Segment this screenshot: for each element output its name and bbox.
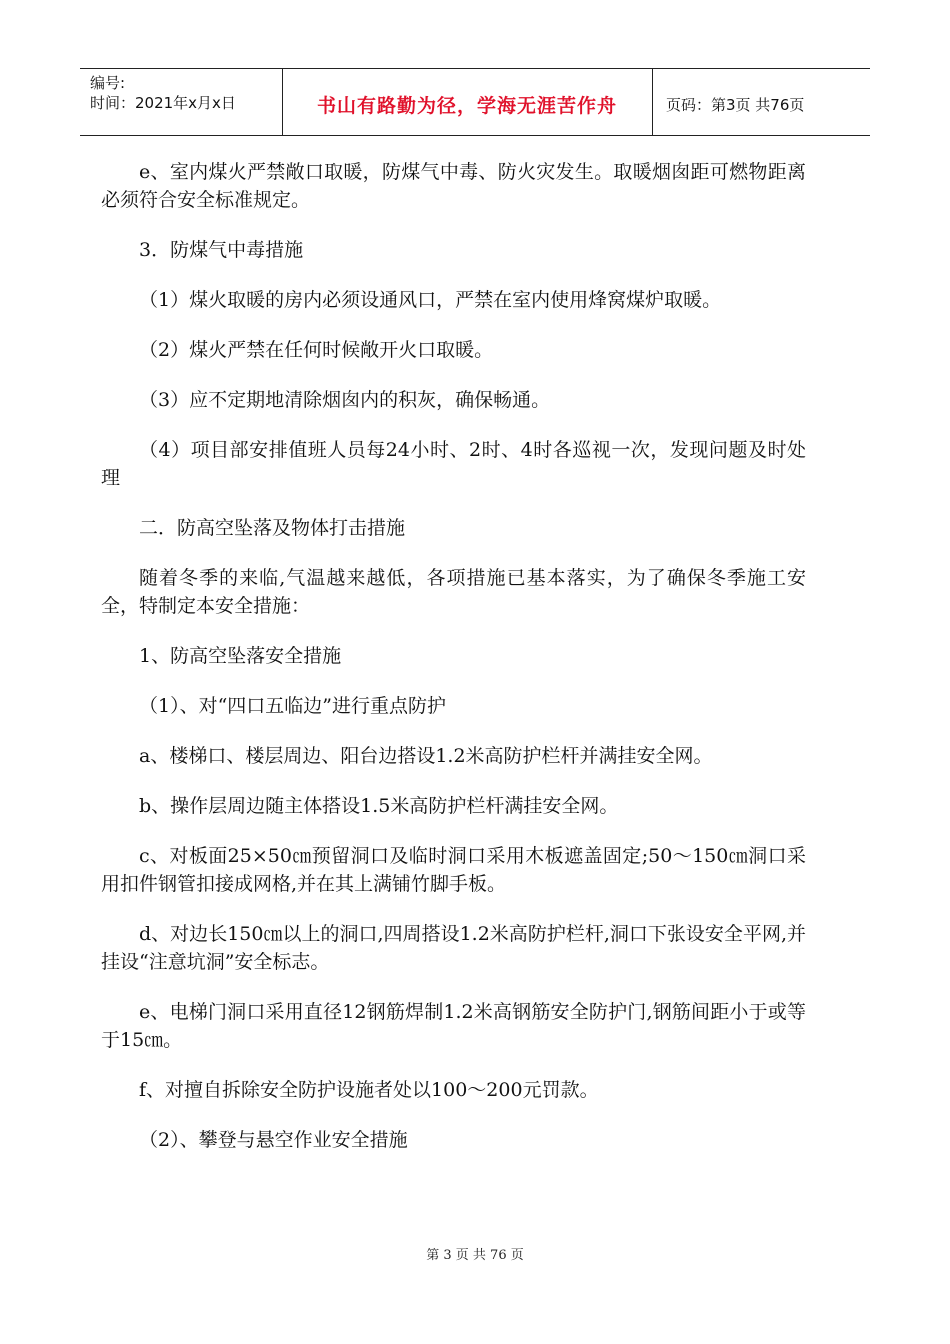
paragraph: （4）项目部安排值班人员每24小时、2时、4时各巡视一次，发现问题及时处理	[101, 439, 806, 489]
paragraph: b、操作层周边随主体搭设1.5米高防护栏杆满挂安全网。	[139, 795, 619, 817]
paragraph: d、对边长150㎝以上的洞口,四周搭设1.2米高防护栏杆,洞口下张设安全平网,并挂设“注意坑洞”安全标志。	[101, 923, 806, 973]
header-page-label: 页码：第3页 共76页	[666, 96, 805, 114]
paragraph: f、对擅自拆除安全防护设施者处以100～200元罚款。	[139, 1079, 599, 1101]
paragraph: c、对板面25×50㎝预留洞口及临时洞口采用木板遮盖固定;50～150㎝洞口采用扣件钢管扣接成网格,并在其上满铺竹脚手板。	[101, 845, 806, 895]
number-label: 编号:	[90, 74, 126, 92]
paragraph: （2）煤火严禁在任何时候敞开火口取暖。	[139, 339, 494, 361]
paragraph: （1）煤火取暖的房内必须设通风口，严禁在室内使用烽窝煤炉取暖。	[139, 289, 722, 311]
paragraph: 随着冬季的来临,气温越来越低，各项措施已基本落实，为了确保冬季施工安全，特制定本安全措施：	[101, 567, 806, 617]
page-footer: 第 3 页 共 76 页	[426, 1248, 524, 1263]
page-header	[80, 68, 870, 136]
paragraph: e、电梯门洞口采用直径12钢筋焊制1.2米高钢筋安全防护门,钢筋间距小于或等于15㎝。	[101, 1001, 806, 1051]
header-meta	[90, 73, 280, 113]
subsection-heading: （1）、对“四口五临边”进行重点防护	[139, 695, 447, 717]
section-heading: 1、防高空坠落安全措施	[139, 645, 342, 667]
section-heading: 3．防煤气中毒措施	[139, 239, 304, 261]
document-body	[101, 158, 806, 1176]
header-divider	[652, 69, 653, 135]
subsection-heading: （2）、攀登与悬空作业安全措施	[139, 1129, 408, 1151]
paragraph: a、楼梯口、楼层周边、阳台边搭设1.2米高防护栏杆并满挂安全网。	[139, 745, 713, 767]
time-label: 时间：2021年x月x日	[90, 94, 236, 112]
paragraph: e、室内煤火严禁敞口取暖，防煤气中毒、防火灾发生。取暖烟囱距可燃物距离必须符合安全标准规定。	[101, 161, 806, 211]
section-heading: 二．防高空坠落及物体打击措施	[139, 517, 406, 539]
paragraph: （3）应不定期地清除烟囱内的积灰，确保畅通。	[139, 389, 551, 411]
header-motto: 书山有路勤为径，学海无涯苦作舟	[316, 95, 617, 117]
